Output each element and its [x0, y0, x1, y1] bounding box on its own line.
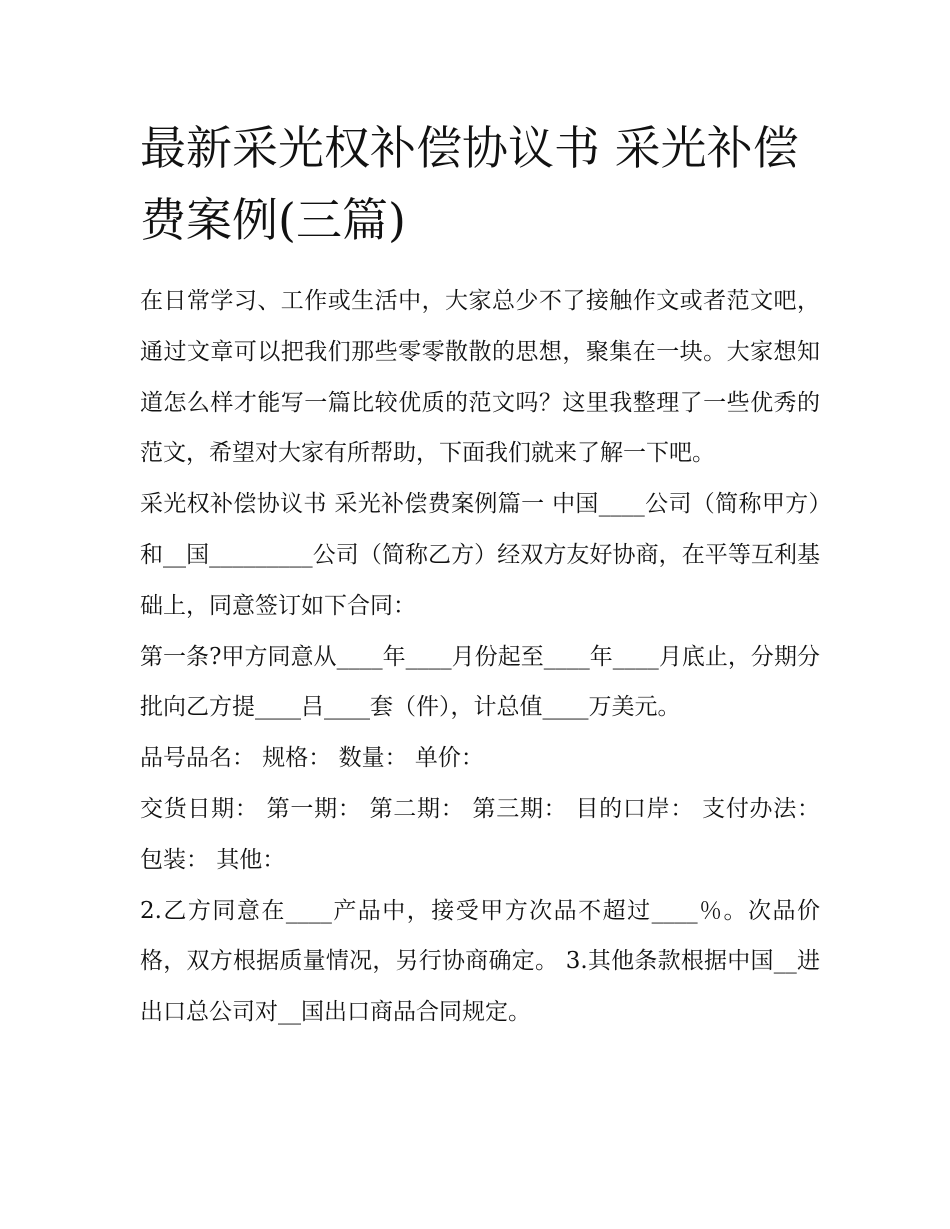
paragraph-product-fields: 品号品名： 规格： 数量： 单价： — [140, 745, 484, 772]
document-title: 最新采光权补偿协议书 采光补偿费案例(三篇) — [140, 121, 799, 247]
document-body — [140, 276, 820, 1038]
paragraph-contract-opening: 采光权补偿协议书 采光补偿费案例篇一 中国____公司（简称甲方）和__国_________公司（简称乙方）经双方友好协商，在平等互利基础上，同意签订如下合同： — [140, 491, 820, 619]
paragraph-article-two: 2.乙方同意在____产品中，接受甲方次品不超过____％。次品价格，双方根据质量情况，另行协商确定。 3.其他条款根据中国__进出口总公司对__国出口商品合同规定。 — [140, 897, 820, 1026]
paragraph-article-one: 第一条?甲方同意从____年____月份起至____年____月底止，分期分批向乙方提____吕____套（件），计总值____万美元。 — [140, 643, 820, 721]
paragraph-intro: 在日常学习、工作或生活中，大家总少不了接触作文或者范文吧，通过文章可以把我们那些零零散散的思想，聚集在一块。大家想知道怎么样才能写一篇比较优质的范文吗？这里我整理了一些优秀的范文，希望对大家有所帮助，下面我们就来了解一下吧。 — [140, 288, 820, 467]
paragraph-delivery-fields: 交货日期： 第一期： 第二期： 第三期： 目的口岸： 支付办法： 包装： 其他： — [140, 795, 820, 873]
